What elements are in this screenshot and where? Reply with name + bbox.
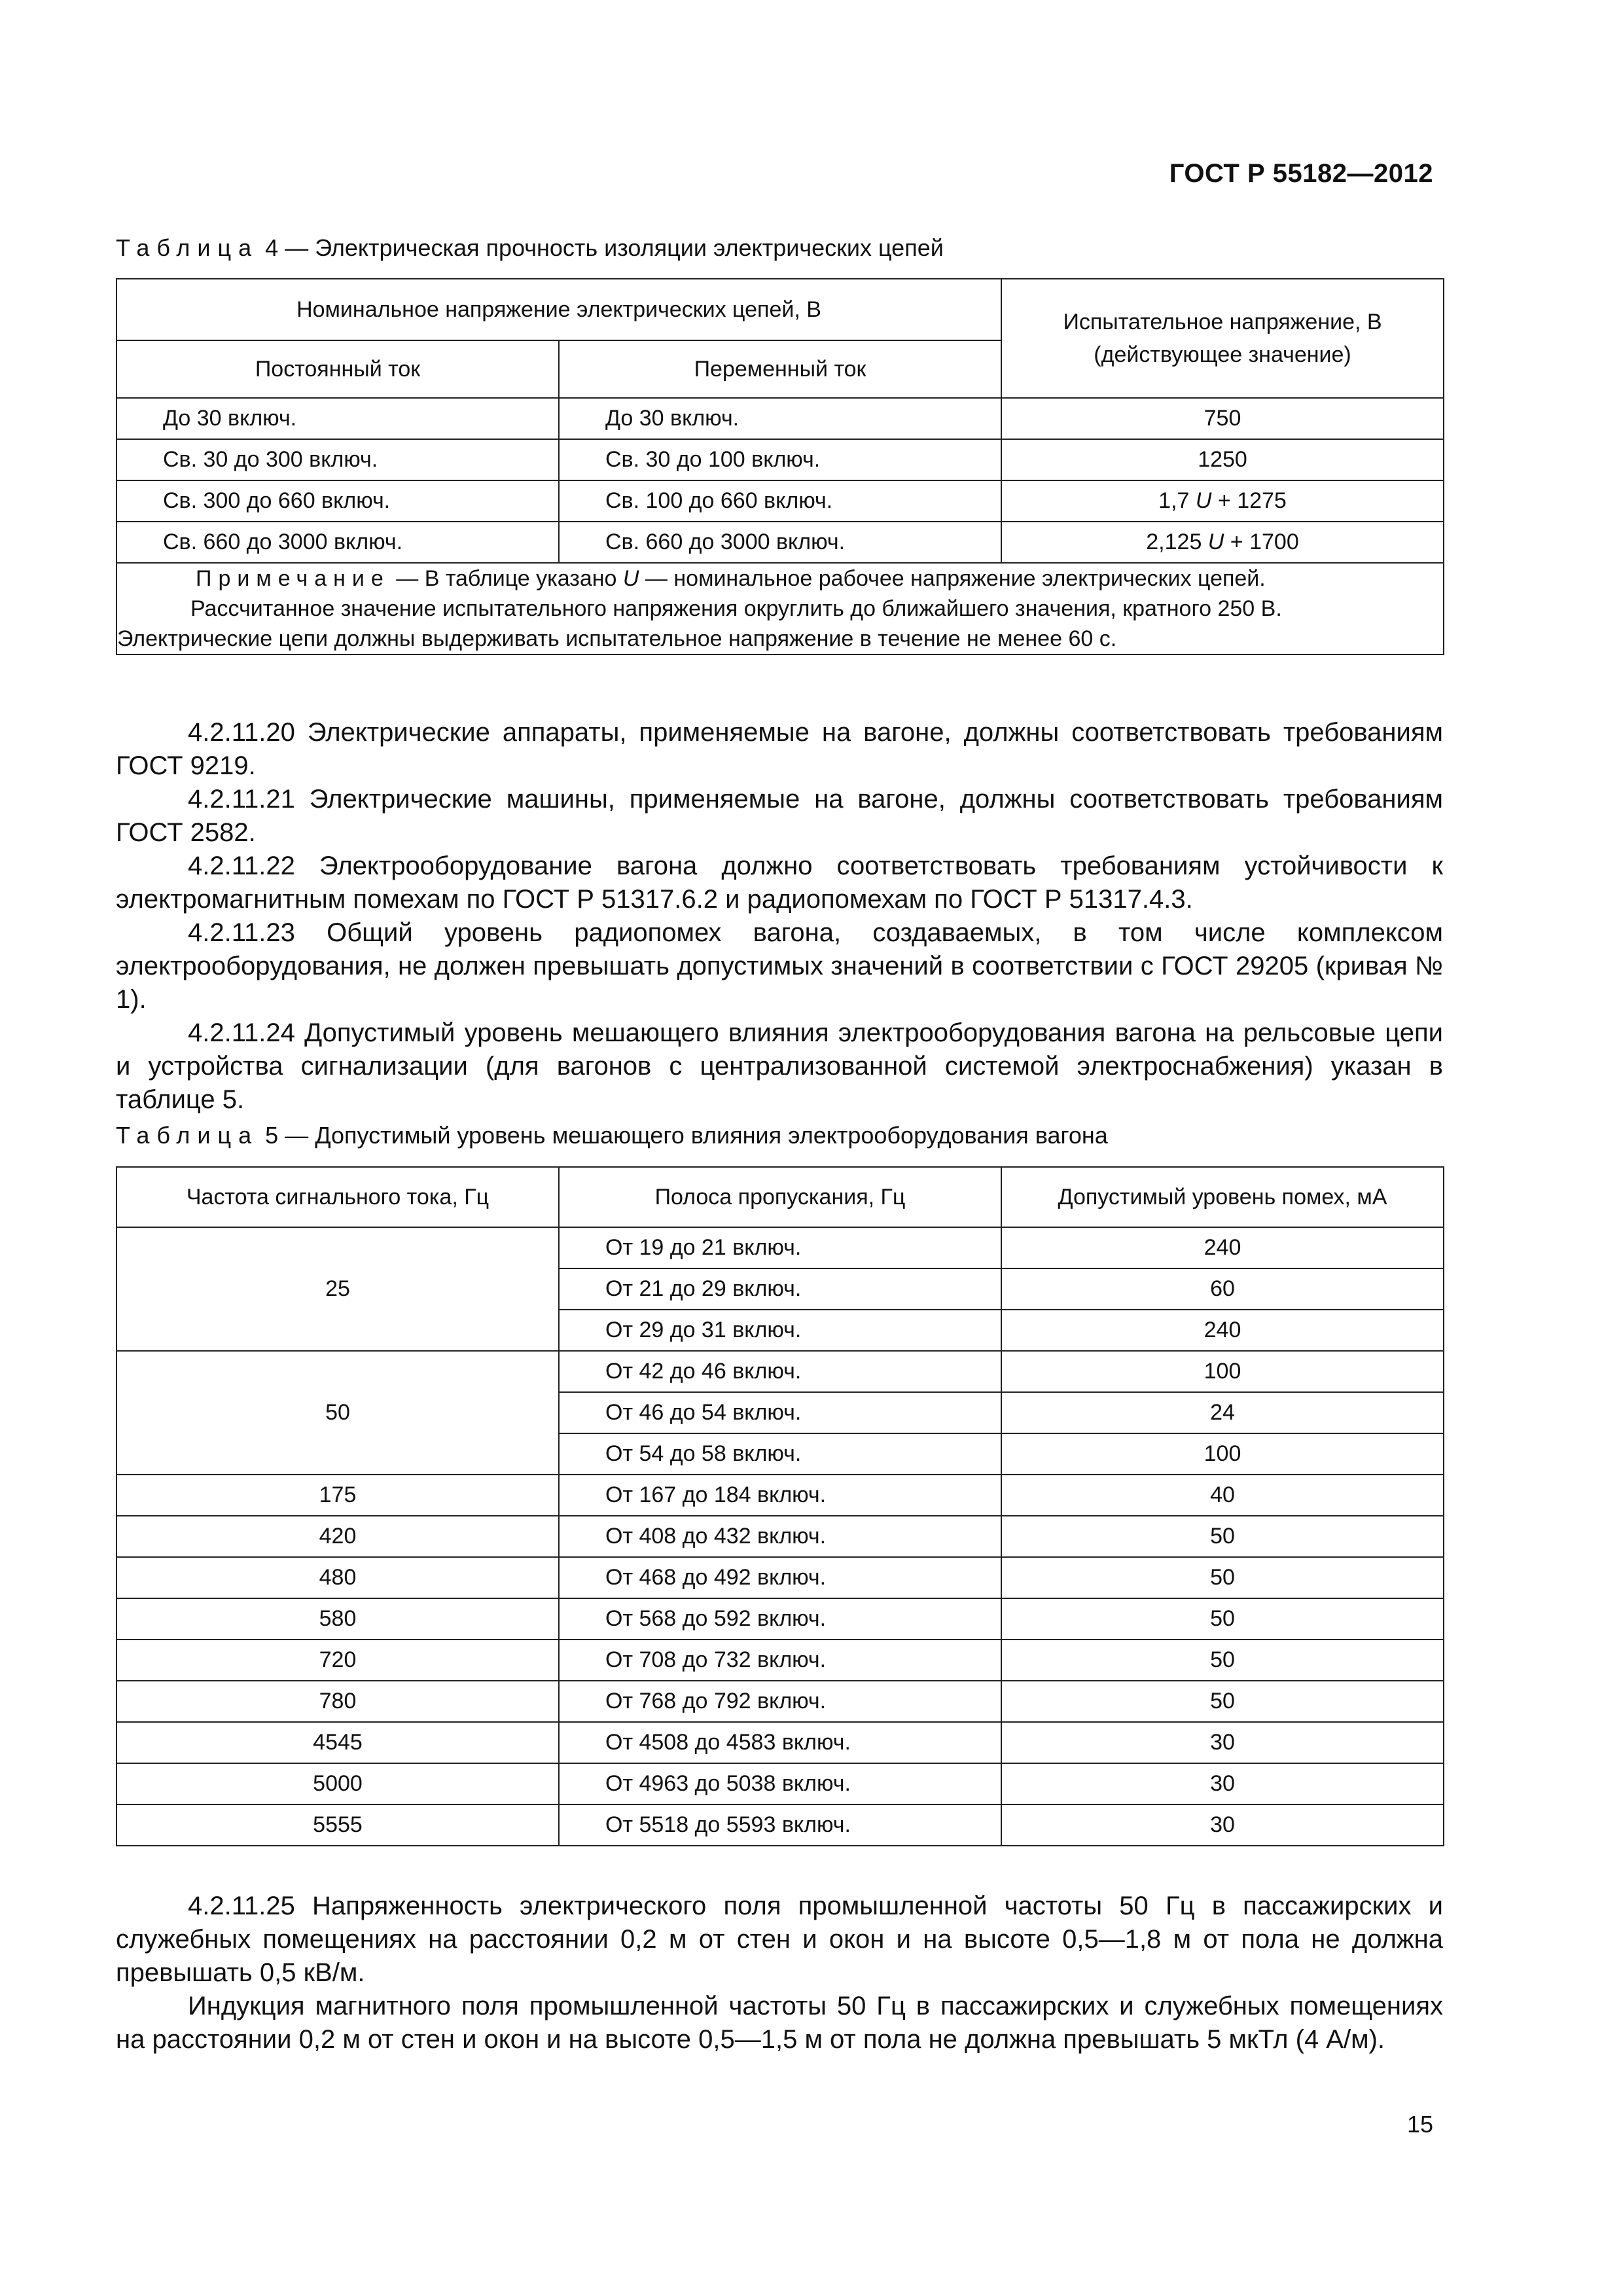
table5-row [116,1640,1444,1681]
table5-cell-freq: 420 [116,1516,559,1557]
table5-cell-level: 24 [1001,1392,1444,1433]
table5-cell-band: От 408 до 432 включ. [559,1516,1001,1557]
document-code: ГОСТ Р 55182—2012 [1169,159,1433,188]
table5-cell-level: 100 [1001,1433,1444,1475]
table5-row [116,1557,1444,1598]
table5-row [116,1227,1444,1268]
table4-note-line2: Рассчитанное значение испытательного напряжения округлить до ближайшего значения, кратного 250 В. [190,596,1282,621]
table5-head-level: Допустимый уровень помех, мА [1001,1167,1444,1227]
table5-head-band: Полоса пропускания, Гц [559,1167,1001,1227]
table4-cell-test [1001,398,1444,439]
table5-caption-text: 5 — Допустимый уровень мешающего влияния электрооборудования вагона [265,1122,1108,1149]
table5-cell-band: От 167 до 184 включ. [559,1475,1001,1516]
table5-cell-band: От 29 до 31 включ. [559,1310,1001,1351]
table4-cell-test-var: U [1195,488,1212,513]
table4-cell-dc: Св. 30 до 300 включ. [116,439,559,480]
table5-cell-level: 30 [1001,1722,1444,1763]
table4-note-text-a: — В таблице указано [389,566,623,591]
table5-head-freq: Частота сигнального тока, Гц [116,1167,559,1227]
table5-cell-level: 50 [1001,1640,1444,1681]
table5-cell-freq: 25 [116,1227,559,1351]
table5-cell-freq: 175 [116,1475,559,1516]
table4-cell-ac: До 30 включ. [559,398,1001,439]
table5-cell-band: От 54 до 58 включ. [559,1433,1001,1475]
table5-cell-band: От 468 до 492 включ. [559,1557,1001,1598]
table5-cell-level: 50 [1001,1681,1444,1722]
table4-cell-dc: До 30 включ. [116,398,559,439]
table4-row [116,439,1444,480]
table5-cell-level: 50 [1001,1516,1444,1557]
table4-note [116,563,1444,655]
body-paragraph: 4.2.11.22 Электрооборудование вагона должно соответствовать требованиям устойчивости к электромагнитным помехам по ГОСТ Р 51317.6.2 и радиопомехам по ГОСТ Р 51317.4.3. [116,852,1443,914]
table4-cell-test-value: 1,7 [1158,488,1196,513]
table5-row [116,1804,1444,1846]
table4-note-row [116,563,1444,655]
body-paragraph: 4.2.11.25 Напряженность электрического поля промышленной частоты 50 Гц в пассажирских и служебных помещениях на расстоянии 0,2 м от стен и окон и на высоте 0,5—1,8 м от пола не должна превышать 0,5 кВ/м. [116,1892,1443,1987]
table4-cell-test [1001,480,1444,522]
table4-head-test-line2: (действующее значение) [1094,342,1351,367]
table5-cell-freq: 5555 [116,1804,559,1846]
table4-head-test-line1: Испытательное напряжение, В [1063,310,1382,334]
table5-cell-band: От 4508 до 4583 включ. [559,1722,1001,1763]
table5-cell-level: 30 [1001,1804,1444,1846]
table4-cell-test-var: U [1207,529,1224,554]
section-paragraphs-1 [116,716,1443,1117]
body-paragraph: 4.2.11.24 Допустимый уровень мешающего влияния электрооборудования вагона на рельсовые цепи и устройства сигнализации (для вагонов с централизованной системой электроснабжения) указан в таблице 5. [116,1018,1443,1114]
table5-row [116,1516,1444,1557]
table5-cell-band: От 42 до 46 включ. [559,1351,1001,1392]
table5-cell-level: 50 [1001,1598,1444,1640]
table5-cell-band: От 708 до 732 включ. [559,1640,1001,1681]
table4-note-line1 [117,564,1443,594]
table5-cell-level: 60 [1001,1268,1444,1310]
table4-head-ac: Переменный ток [559,340,1001,398]
table5-cell-freq: 5000 [116,1763,559,1804]
table5-cell-band: От 568 до 592 включ. [559,1598,1001,1640]
table4-head-dc: Постоянный ток [116,340,559,398]
table4-note-word: Примечание [196,566,390,591]
table5-cell-freq: 580 [116,1598,559,1640]
table4-cell-test-value: 1250 [1198,447,1247,472]
table5-cell-band: От 768 до 792 включ. [559,1681,1001,1722]
table5-cell-level: 50 [1001,1557,1444,1598]
table4-row [116,480,1444,522]
table4-cell-dc: Св. 660 до 3000 включ. [116,522,559,563]
table5-cell-level: 40 [1001,1475,1444,1516]
table5-cell-band: От 5518 до 5593 включ. [559,1804,1001,1846]
table4-cell-dc: Св. 300 до 660 включ. [116,480,559,522]
table4-row [116,522,1444,563]
table5-row [116,1681,1444,1722]
table5-cell-band: От 4963 до 5038 включ. [559,1763,1001,1804]
table4-header-row-1 [116,279,1444,340]
table4-cell-test-value: 750 [1204,406,1241,431]
table5-cell-band: От 46 до 54 включ. [559,1392,1001,1433]
table4-note-line3: Электрические цепи должны выдерживать испытательное напряжение в течение не менее 60 с. [117,626,1117,651]
table5-cell-level: 100 [1001,1351,1444,1392]
table5-cell-band: От 19 до 21 включ. [559,1227,1001,1268]
section-paragraphs-2 [116,1890,1443,2056]
body-paragraph: 4.2.11.23 Общий уровень радиопомех вагона, создаваемых, в том числе комплексом электрооборудования, не должен превышать допустимых значений в соответствии с ГОСТ 29205 (кривая № 1). [116,918,1443,1014]
table5-cell-freq: 780 [116,1681,559,1722]
table5-row [116,1351,1444,1392]
table4-note-var: U [622,566,639,591]
table4-caption [116,234,944,262]
table4-cell-ac: Св. 660 до 3000 включ. [559,522,1001,563]
table5-row [116,1722,1444,1763]
table4-caption-word: Таблица [116,234,259,261]
page-number: 15 [1406,2111,1433,2138]
table4-cell-test-value: 2,125 [1146,529,1208,554]
body-paragraph: Индукция магнитного поля промышленной частоты 50 Гц в пассажирских и служебных помещениях на расстоянии 0,2 м от стен и окон и на высоте 0,5—1,5 м от пола не должна превышать 5 мкТл (4 А/м). [116,1992,1443,2054]
body-paragraph: 4.2.11.20 Электрические аппараты, применяемые на вагоне, должны соответствовать требованиям ГОСТ 9219. [116,718,1443,780]
table5-cell-level: 30 [1001,1763,1444,1804]
table4-cell-ac: Св. 100 до 660 включ. [559,480,1001,522]
table4-cell-test [1001,439,1444,480]
table4-cell-ac: Св. 30 до 100 включ. [559,439,1001,480]
table4-caption-text: 4 — Электрическая прочность изоляции электрических цепей [265,234,944,261]
table5-row [116,1763,1444,1804]
table4-cell-test-suffix: + 1275 [1211,488,1287,513]
table5-caption-word: Таблица [116,1122,259,1149]
body-paragraph: 4.2.11.21 Электрические машины, применяемые на вагоне, должны соответствовать требованиям ГОСТ 2582. [116,785,1443,847]
table5-caption [116,1122,1108,1149]
table4 [116,278,1444,655]
table4-head-test [1001,279,1444,398]
table4-cell-test-suffix: + 1700 [1224,529,1299,554]
table5-cell-level: 240 [1001,1227,1444,1268]
table5-cell-freq: 4545 [116,1722,559,1763]
table5-cell-band: От 21 до 29 включ. [559,1268,1001,1310]
table5-cell-freq: 480 [116,1557,559,1598]
table4-row [116,398,1444,439]
table5 [116,1166,1444,1846]
table5-cell-freq: 50 [116,1351,559,1475]
table4-note-text-b: — номинальное рабочее напряжение электрических цепей. [639,566,1266,591]
table5-header-row [116,1167,1444,1227]
table4-cell-test [1001,522,1444,563]
table5-cell-freq: 720 [116,1640,559,1681]
table5-row [116,1475,1444,1516]
table5-row [116,1598,1444,1640]
table5-cell-level: 240 [1001,1310,1444,1351]
table4-head-group: Номинальное напряжение электрических цепей, В [116,279,1001,340]
